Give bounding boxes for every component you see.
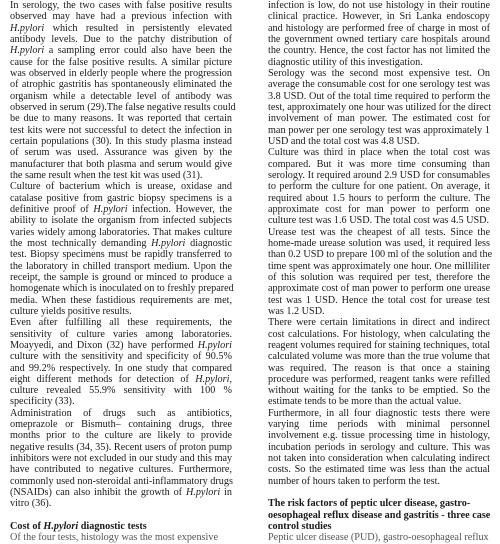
blank-line [268, 487, 490, 498]
text-line: Of the four tests, histology was the most expensive [10, 532, 218, 544]
text-line: the most technically demanding H.pylori diagnostic [10, 237, 232, 249]
text-line: 3.8 USD. Out of the total time required to perform the [268, 90, 490, 102]
text-line: was required. The reason is that once a staining [268, 362, 490, 374]
text-line: procedure was performed, reagent tanks were refilled [268, 373, 490, 385]
text-line: to perform the culture for one patient. On average, it [268, 181, 490, 193]
text-line: culture test was 1.6 USD. The total cost was 4.5 USD. [268, 215, 490, 227]
text-line: Furthermore, in all four diagnostic tests there were [268, 407, 490, 419]
text-line: receipt, the sample is ground or minced to produce a [10, 271, 232, 283]
text-line: the same result when the test kit was used (31). [10, 169, 203, 181]
text-line: Urease test was the cheapest of all tests. Since the [268, 226, 490, 238]
text-line: involvement of man power. The estimated cost for [268, 113, 490, 125]
text-line: Serology was the second most expensive test. On [268, 67, 490, 79]
text-line: clinical practice. However, in Sri Lanka endoscopy [268, 11, 490, 23]
text-line: of atrophic gastritis has spontaneously eliminated the [10, 79, 232, 91]
left-column [10, 0, 236, 544]
text-line: Peptic ulcer disease (PUD), gastro-oesophageal reflux [268, 532, 489, 544]
text-line: omeprazole or Bismuth– containing drugs, three [10, 419, 232, 431]
text-line: calculated volume was more than the true volume that [268, 351, 490, 363]
text-line: ability to isolate the organism from infected subjects [10, 215, 232, 227]
text-line: media. When these fastidious requirements are met, [10, 294, 232, 306]
section-heading: Cost of H.pylori diagnostic tests [10, 521, 147, 533]
text-line: serology. It required around 2.9 USD for consumables [268, 169, 490, 181]
text-line: the government owned tertiary care hospitals around [268, 33, 490, 45]
text-line: than 0.2 USD to prepare 100 ml of the solution and the [268, 249, 493, 261]
text-line: varying time periods with minimal personnel [268, 419, 490, 431]
text-line: approximate cost of man power to perform one urease [268, 283, 490, 295]
text-line: man power per one serology test was approximately 1 [268, 124, 490, 136]
text-line: There were certain limitations in direct and indirect [268, 317, 490, 329]
text-line: commonly used non-steroidal anti-inflammatory drugs [10, 475, 233, 487]
section-heading: The risk factors of peptic ulcer disease, gastro- [268, 498, 471, 510]
text-line: homogenate which is inoculated on to freshly prepared [10, 283, 234, 295]
text-line: was 1.2 USD. [268, 305, 325, 317]
text-line: Even after fulfilling all these requirements, the [10, 317, 232, 329]
blank-line [10, 510, 232, 521]
text-line: required about 1.5 hours to perform the culture. The [268, 192, 490, 204]
text-line: costs. So the estimated time was less than the actual [268, 464, 490, 476]
text-line: test kits were not successful to detect the infection in [10, 124, 232, 136]
text-line: infection is low, do not use histology in their routine [268, 0, 490, 11]
text-line: estimate tends to be more than the actual value. [268, 396, 462, 408]
text-line: (NSAIDs) can also inhibit the growth of H.pylori in [10, 487, 232, 499]
text-line: Culture of bacterium which is urease, oxidase and [10, 181, 232, 193]
text-line: time spent was approximately one hour. One milliliter [268, 260, 490, 272]
text-line: compared. But it was more time consuming than [268, 158, 490, 170]
text-line: the country. Hence, the cost factor has not limited the [268, 45, 490, 57]
text-line: cause for the false positive results. A similar picture [10, 56, 232, 68]
text-line: be due to many reasons. It was reported that certain [10, 113, 232, 125]
text-line: incubation periods in serology and culture. This was [268, 441, 490, 453]
section-heading: control studies [268, 521, 332, 533]
text-line: organism while a detectable level of antibody was [10, 90, 232, 102]
text-line: Moayyedi, and Dixon (32) have performed H.pylori [10, 339, 232, 351]
text-line: certain populations (30). In this study plasma instead [10, 135, 232, 147]
text-line: of this solution was required per test, therefore the [268, 271, 490, 283]
text-line: H.pylori a sampling error could also have been the [10, 45, 232, 57]
text-line: and 99.2% respectively. In one study that compared [10, 362, 232, 374]
text-line: test, approximately one hour was utilized for the direct [268, 101, 492, 113]
text-line: eight different methods for detection of H.pylori, [10, 373, 232, 385]
text-line: sensitivity of culture varies among laboratories. [10, 328, 232, 340]
text-line: the laboratory in chilled transport medium. Upon the [10, 260, 232, 272]
text-line: H.pylori which resulted in persistently elevated [10, 22, 232, 34]
text-line: diagnostic utility of this investigation. [268, 56, 423, 68]
text-line: definitive proof of H.pylori infection. However, the [10, 203, 232, 215]
text-line: observed may have had a previous infection with [10, 11, 232, 23]
text-line: Culture was third in place when the total cost was [268, 147, 490, 159]
text-line: specificity (33). [10, 396, 75, 408]
text-line: have contributed to negative cultures. Furthermore, [10, 464, 232, 476]
text-line: vitro (36). [10, 498, 52, 510]
text-line: of serum was used. Assurance was given by the [10, 147, 232, 159]
text-line: without waiting for the tanks to be emptied. So the [268, 385, 490, 397]
text-line: and histology are performed free of charge in most of [268, 22, 490, 34]
text-line: involvement e.g. tissue processing time in histology, [268, 430, 490, 442]
text-line: test was 1 USD. Hence the total cost for urease test [268, 294, 490, 306]
text-line: In serology, the two cases with false positive results [10, 0, 232, 11]
text-line: Administration of drugs such as antibiotics, [10, 407, 232, 419]
text-line: months prior to the culture are likely to provide [10, 430, 232, 442]
text-line: cost calculations. For histology, when calculating the [268, 328, 490, 340]
text-line: USD and the total cost was 4.8 USD. [268, 135, 420, 147]
text-line: culture yields positive results. [10, 305, 132, 317]
text-line: approximate cost for man power to perform one [268, 203, 490, 215]
text-line: home-made urease solution was used, it required less [268, 237, 490, 249]
text-line: average the consumable cost for one serology test was [268, 79, 490, 91]
text-line: reagent volumes required for staining techniques, total [268, 339, 491, 351]
text-line: not taken into consideration when calculating indirect [268, 453, 490, 465]
text-line: varies widely among laboratories. That makes culture [10, 226, 232, 238]
text-line: test. Biopsy specimens must be rapidly transferred to [10, 249, 232, 261]
text-line: was observed in elderly people where the progression [10, 67, 232, 79]
text-line: observed in serum (29).The false negative results could [10, 101, 236, 113]
text-line: culture with the sensitivity and specificity of 90.5% [10, 351, 232, 363]
text-line: antibody levels. Due to the patchy distribution of [10, 33, 232, 45]
text-line: inhibitors were not excluded in our study and this may [10, 453, 233, 465]
text-line: negative results (34, 35). Recent users of proton pump [10, 441, 232, 453]
section-heading: oesophageal reflux disease and gastritis - three case [268, 509, 491, 521]
right-column [268, 0, 493, 544]
text-line: catalase positive from gastric biopsy specimens is a [10, 192, 232, 204]
text-line: manufacturer that both plasma and serum would give [10, 158, 232, 170]
text-line: number of hours taken to perform the test. [268, 475, 441, 487]
text-line: culture revealed 55.9% sensitivity with 100 % [10, 385, 232, 397]
